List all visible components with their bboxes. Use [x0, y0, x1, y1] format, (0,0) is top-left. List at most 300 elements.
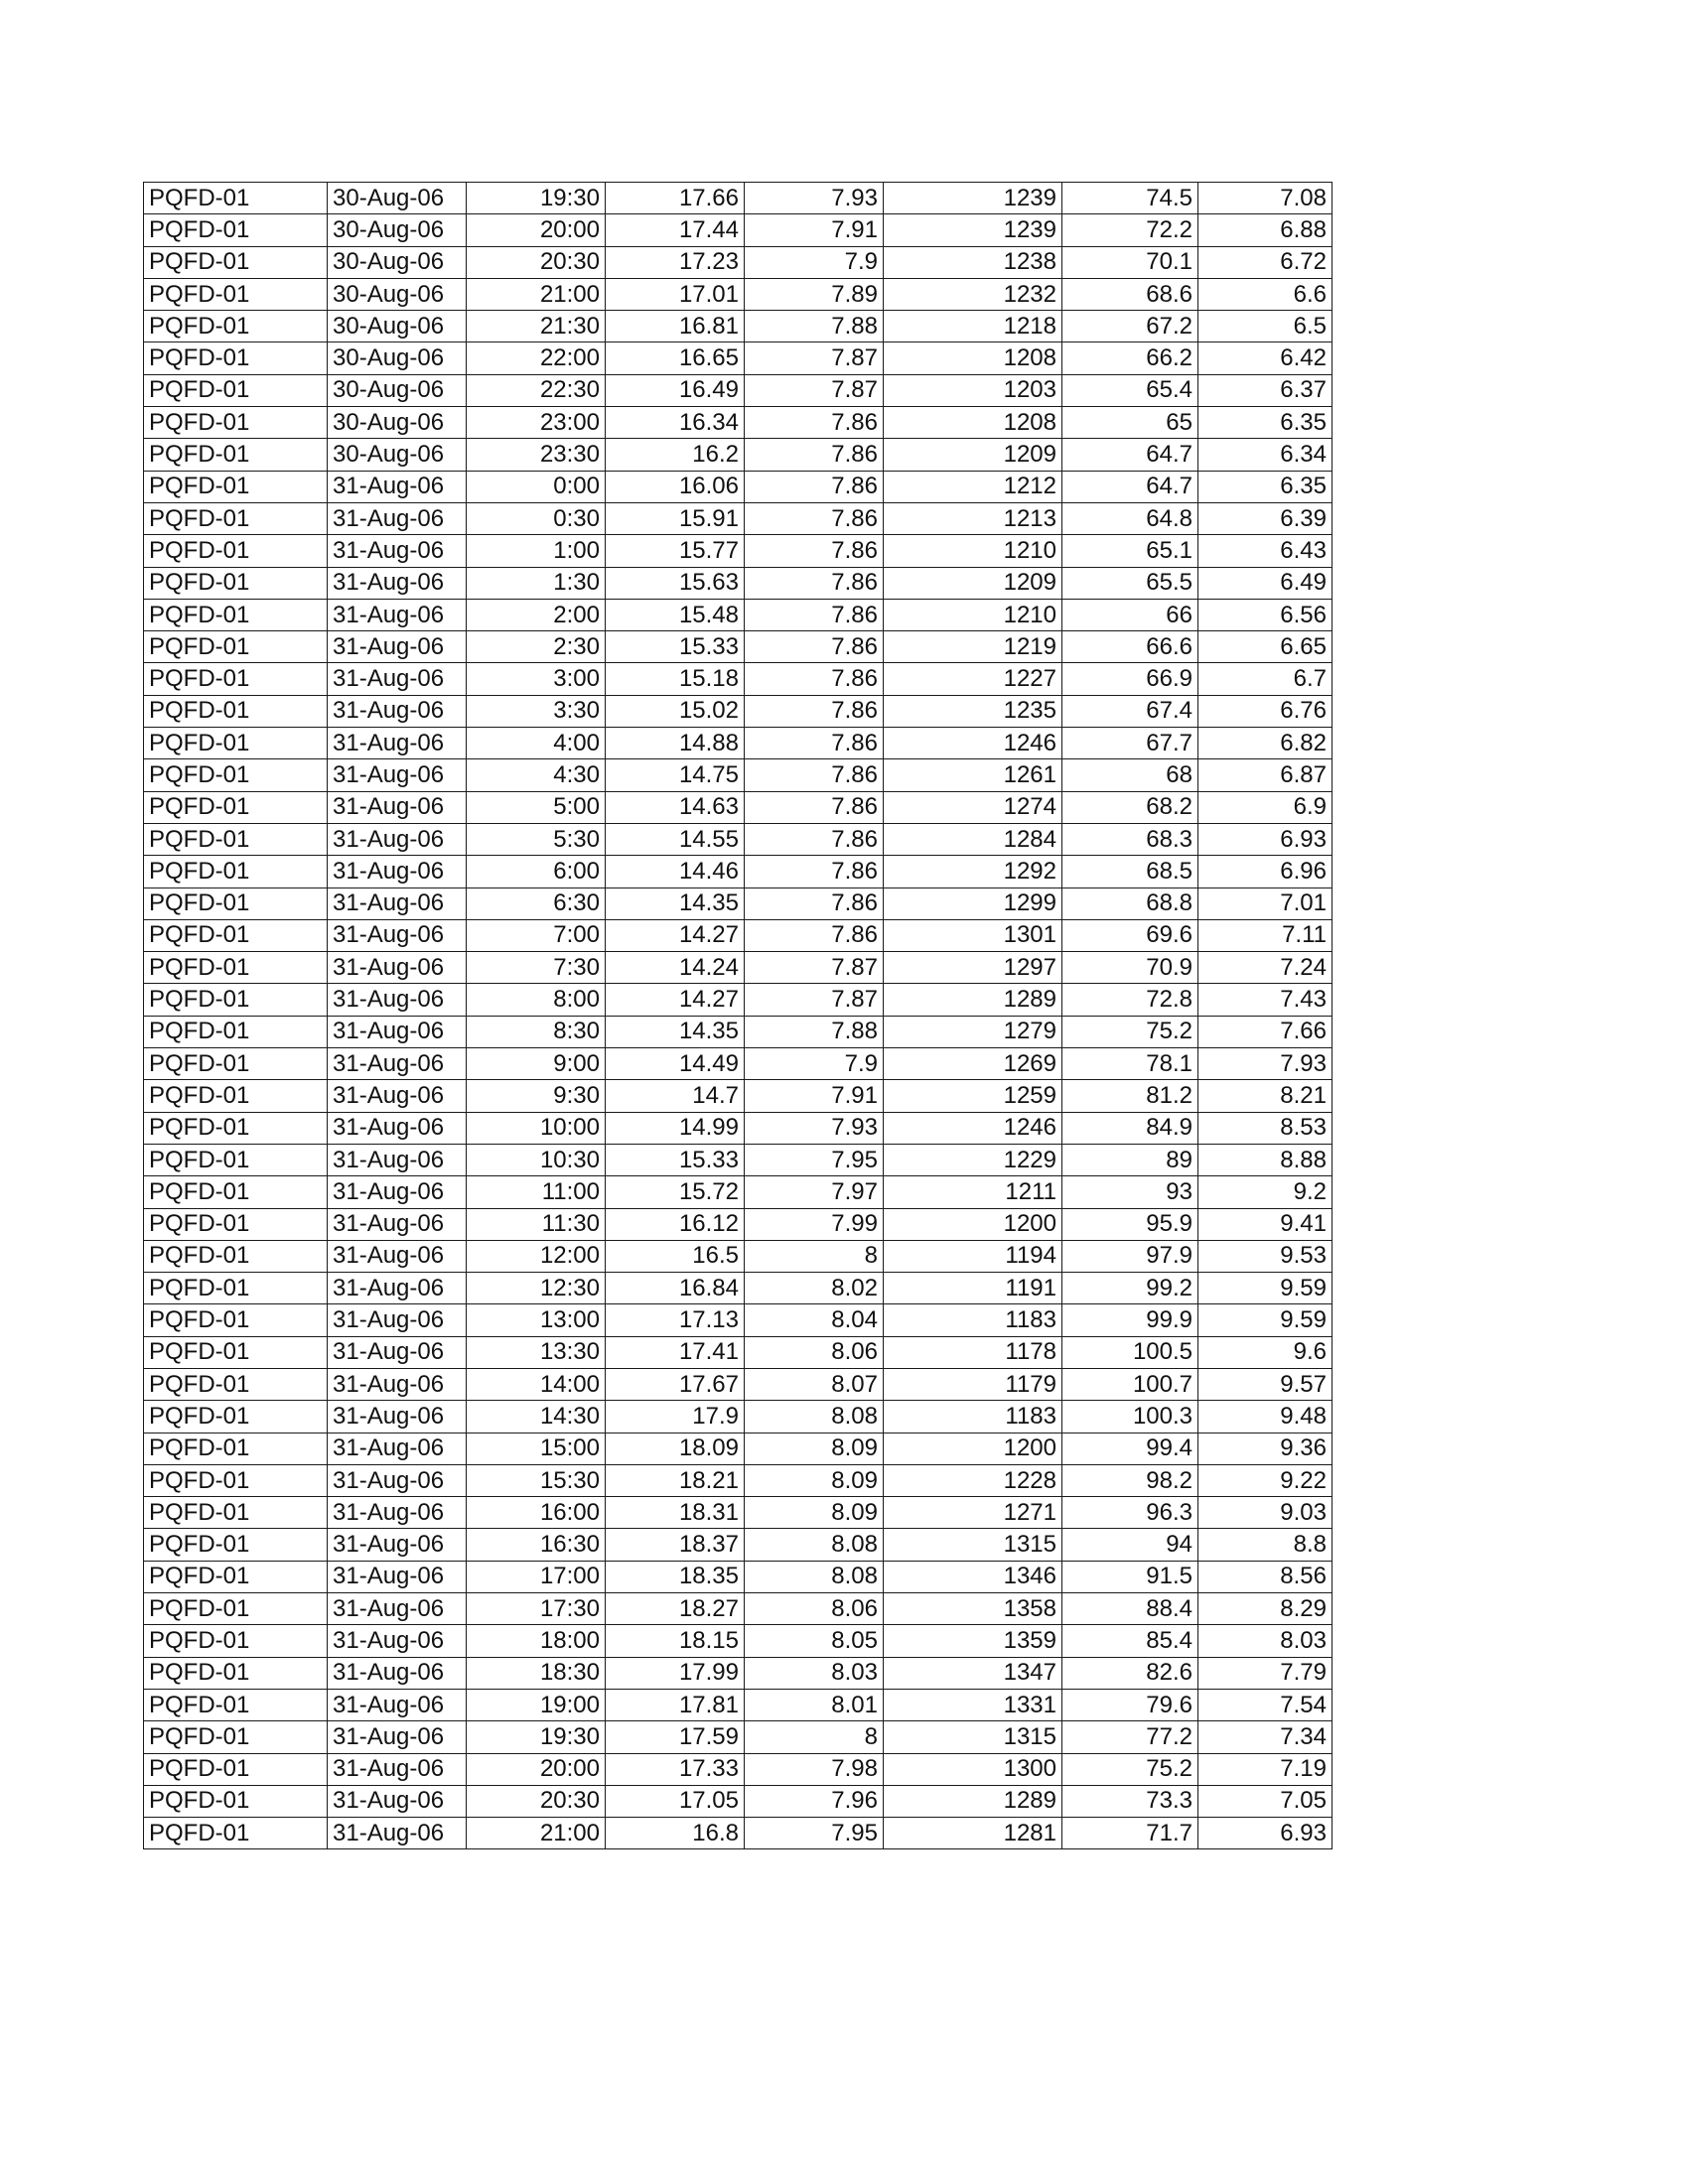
value-5-cell: 6.87 [1198, 759, 1333, 791]
value-2-cell: 7.99 [745, 1208, 884, 1240]
table-row [144, 1753, 1333, 1785]
value-4-cell: 72.2 [1062, 214, 1198, 246]
value-1-cell: 15.77 [606, 535, 745, 567]
value-4-cell: 75.2 [1062, 1016, 1198, 1047]
table-row [144, 1785, 1333, 1817]
value-1-cell: 17.59 [606, 1721, 745, 1753]
value-1-cell: 17.05 [606, 1785, 745, 1817]
date-cell: 31-Aug-06 [328, 1368, 467, 1400]
date-cell: 31-Aug-06 [328, 535, 467, 567]
value-3-cell: 1194 [884, 1240, 1062, 1272]
value-5-cell: 6.72 [1198, 246, 1333, 278]
value-1-cell: 15.63 [606, 567, 745, 599]
time-cell: 2:00 [467, 599, 606, 630]
station-id-cell: PQFD-01 [144, 407, 328, 439]
value-3-cell: 1178 [884, 1336, 1062, 1368]
value-1-cell: 16.5 [606, 1240, 745, 1272]
table-row [144, 1112, 1333, 1144]
value-2-cell: 8.08 [745, 1529, 884, 1561]
value-3-cell: 1219 [884, 631, 1062, 663]
station-id-cell: PQFD-01 [144, 1240, 328, 1272]
time-cell: 15:30 [467, 1464, 606, 1496]
table-row [144, 1689, 1333, 1720]
station-id-cell: PQFD-01 [144, 439, 328, 471]
value-1-cell: 18.21 [606, 1464, 745, 1496]
table-row [144, 1240, 1333, 1272]
date-cell: 30-Aug-06 [328, 214, 467, 246]
value-1-cell: 16.06 [606, 471, 745, 502]
value-2-cell: 7.87 [745, 374, 884, 406]
time-cell: 5:30 [467, 823, 606, 855]
value-3-cell: 1297 [884, 952, 1062, 984]
table-row [144, 1433, 1333, 1464]
date-cell: 30-Aug-06 [328, 407, 467, 439]
value-5-cell: 7.08 [1198, 183, 1333, 214]
table-row [144, 1721, 1333, 1753]
value-4-cell: 85.4 [1062, 1625, 1198, 1657]
date-cell: 30-Aug-06 [328, 374, 467, 406]
value-1-cell: 14.63 [606, 791, 745, 823]
value-5-cell: 9.48 [1198, 1401, 1333, 1433]
value-2-cell: 7.86 [745, 439, 884, 471]
value-4-cell: 69.6 [1062, 919, 1198, 951]
value-2-cell: 7.86 [745, 599, 884, 630]
station-id-cell: PQFD-01 [144, 471, 328, 502]
value-1-cell: 17.44 [606, 214, 745, 246]
value-1-cell: 14.55 [606, 823, 745, 855]
value-3-cell: 1183 [884, 1304, 1062, 1336]
value-3-cell: 1239 [884, 214, 1062, 246]
value-3-cell: 1284 [884, 823, 1062, 855]
value-2-cell: 7.9 [745, 1048, 884, 1080]
value-3-cell: 1259 [884, 1080, 1062, 1112]
value-5-cell: 6.35 [1198, 407, 1333, 439]
value-4-cell: 67.4 [1062, 695, 1198, 727]
value-4-cell: 68.3 [1062, 823, 1198, 855]
value-5-cell: 6.56 [1198, 599, 1333, 630]
value-4-cell: 66 [1062, 599, 1198, 630]
date-cell: 31-Aug-06 [328, 631, 467, 663]
value-1-cell: 17.41 [606, 1336, 745, 1368]
value-3-cell: 1289 [884, 1785, 1062, 1817]
value-5-cell: 8.53 [1198, 1112, 1333, 1144]
value-2-cell: 7.86 [745, 663, 884, 695]
station-id-cell: PQFD-01 [144, 183, 328, 214]
table-row [144, 1625, 1333, 1657]
value-1-cell: 14.75 [606, 759, 745, 791]
date-cell: 31-Aug-06 [328, 1336, 467, 1368]
value-3-cell: 1246 [884, 728, 1062, 759]
value-5-cell: 7.05 [1198, 1785, 1333, 1817]
time-cell: 21:30 [467, 311, 606, 342]
value-1-cell: 15.91 [606, 502, 745, 534]
value-4-cell: 74.5 [1062, 183, 1198, 214]
time-cell: 2:30 [467, 631, 606, 663]
time-cell: 4:00 [467, 728, 606, 759]
value-4-cell: 72.8 [1062, 984, 1198, 1016]
value-5-cell: 6.42 [1198, 342, 1333, 374]
value-2-cell: 7.86 [745, 823, 884, 855]
time-cell: 16:00 [467, 1497, 606, 1529]
station-id-cell: PQFD-01 [144, 535, 328, 567]
value-2-cell: 7.86 [745, 856, 884, 887]
value-1-cell: 16.65 [606, 342, 745, 374]
time-cell: 15:00 [467, 1433, 606, 1464]
date-cell: 30-Aug-06 [328, 183, 467, 214]
value-4-cell: 70.1 [1062, 246, 1198, 278]
table-row [144, 1464, 1333, 1496]
time-cell: 17:30 [467, 1593, 606, 1625]
value-2-cell: 7.86 [745, 695, 884, 727]
value-2-cell: 7.86 [745, 728, 884, 759]
value-2-cell: 8.06 [745, 1593, 884, 1625]
value-5-cell: 6.34 [1198, 439, 1333, 471]
value-2-cell: 7.87 [745, 984, 884, 1016]
time-cell: 8:30 [467, 1016, 606, 1047]
value-1-cell: 16.84 [606, 1273, 745, 1304]
date-cell: 31-Aug-06 [328, 1753, 467, 1785]
time-cell: 8:00 [467, 984, 606, 1016]
table-row [144, 1336, 1333, 1368]
value-1-cell: 15.72 [606, 1176, 745, 1208]
date-cell: 31-Aug-06 [328, 791, 467, 823]
value-4-cell: 68 [1062, 759, 1198, 791]
station-id-cell: PQFD-01 [144, 1080, 328, 1112]
data-table [143, 182, 1333, 1849]
value-4-cell: 64.7 [1062, 471, 1198, 502]
time-cell: 21:00 [467, 1818, 606, 1849]
value-5-cell: 7.93 [1198, 1048, 1333, 1080]
table-row [144, 631, 1333, 663]
station-id-cell: PQFD-01 [144, 1208, 328, 1240]
table-row [144, 1273, 1333, 1304]
time-cell: 9:30 [467, 1080, 606, 1112]
table-row [144, 1208, 1333, 1240]
date-cell: 31-Aug-06 [328, 1080, 467, 1112]
value-4-cell: 68.5 [1062, 856, 1198, 887]
time-cell: 12:30 [467, 1273, 606, 1304]
value-2-cell: 7.96 [745, 1785, 884, 1817]
date-cell: 31-Aug-06 [328, 1529, 467, 1561]
value-2-cell: 7.95 [745, 1144, 884, 1175]
value-4-cell: 82.6 [1062, 1657, 1198, 1689]
value-1-cell: 14.27 [606, 919, 745, 951]
time-cell: 3:00 [467, 663, 606, 695]
date-cell: 31-Aug-06 [328, 1721, 467, 1753]
value-3-cell: 1232 [884, 278, 1062, 310]
value-1-cell: 14.88 [606, 728, 745, 759]
time-cell: 14:00 [467, 1368, 606, 1400]
table-row [144, 1818, 1333, 1849]
table-row [144, 439, 1333, 471]
time-cell: 10:30 [467, 1144, 606, 1175]
value-2-cell: 8.01 [745, 1689, 884, 1720]
value-2-cell: 7.9 [745, 246, 884, 278]
value-3-cell: 1183 [884, 1401, 1062, 1433]
time-cell: 20:00 [467, 214, 606, 246]
date-cell: 31-Aug-06 [328, 599, 467, 630]
value-1-cell: 18.09 [606, 1433, 745, 1464]
time-cell: 23:00 [467, 407, 606, 439]
value-5-cell: 6.93 [1198, 823, 1333, 855]
value-1-cell: 14.27 [606, 984, 745, 1016]
value-4-cell: 68.2 [1062, 791, 1198, 823]
value-4-cell: 66.9 [1062, 663, 1198, 695]
value-3-cell: 1274 [884, 791, 1062, 823]
table-row [144, 919, 1333, 951]
value-3-cell: 1191 [884, 1273, 1062, 1304]
table-row [144, 1401, 1333, 1433]
value-1-cell: 15.48 [606, 599, 745, 630]
value-3-cell: 1292 [884, 856, 1062, 887]
station-id-cell: PQFD-01 [144, 984, 328, 1016]
value-3-cell: 1211 [884, 1176, 1062, 1208]
date-cell: 31-Aug-06 [328, 1497, 467, 1529]
value-4-cell: 91.5 [1062, 1561, 1198, 1592]
time-cell: 13:30 [467, 1336, 606, 1368]
table-row [144, 952, 1333, 984]
time-cell: 1:00 [467, 535, 606, 567]
value-4-cell: 100.7 [1062, 1368, 1198, 1400]
table-row [144, 502, 1333, 534]
time-cell: 14:30 [467, 1401, 606, 1433]
date-cell: 30-Aug-06 [328, 246, 467, 278]
value-4-cell: 97.9 [1062, 1240, 1198, 1272]
value-2-cell: 8.05 [745, 1625, 884, 1657]
value-5-cell: 9.22 [1198, 1464, 1333, 1496]
value-4-cell: 65.5 [1062, 567, 1198, 599]
station-id-cell: PQFD-01 [144, 1016, 328, 1047]
time-cell: 19:30 [467, 1721, 606, 1753]
value-4-cell: 99.4 [1062, 1433, 1198, 1464]
value-1-cell: 14.7 [606, 1080, 745, 1112]
station-id-cell: PQFD-01 [144, 278, 328, 310]
value-1-cell: 16.12 [606, 1208, 745, 1240]
table-row [144, 984, 1333, 1016]
value-2-cell: 7.86 [745, 791, 884, 823]
station-id-cell: PQFD-01 [144, 952, 328, 984]
time-cell: 22:30 [467, 374, 606, 406]
value-1-cell: 16.81 [606, 311, 745, 342]
value-4-cell: 81.2 [1062, 1080, 1198, 1112]
value-4-cell: 66.2 [1062, 342, 1198, 374]
station-id-cell: PQFD-01 [144, 631, 328, 663]
table-row [144, 1048, 1333, 1080]
value-3-cell: 1203 [884, 374, 1062, 406]
value-4-cell: 93 [1062, 1176, 1198, 1208]
value-1-cell: 18.31 [606, 1497, 745, 1529]
value-3-cell: 1269 [884, 1048, 1062, 1080]
value-4-cell: 75.2 [1062, 1753, 1198, 1785]
time-cell: 18:30 [467, 1657, 606, 1689]
value-1-cell: 16.49 [606, 374, 745, 406]
value-4-cell: 96.3 [1062, 1497, 1198, 1529]
value-2-cell: 7.86 [745, 502, 884, 534]
value-5-cell: 8.88 [1198, 1144, 1333, 1175]
value-1-cell: 17.67 [606, 1368, 745, 1400]
value-4-cell: 65.4 [1062, 374, 1198, 406]
date-cell: 31-Aug-06 [328, 887, 467, 919]
value-5-cell: 8.21 [1198, 1080, 1333, 1112]
value-4-cell: 64.7 [1062, 439, 1198, 471]
value-3-cell: 1210 [884, 599, 1062, 630]
station-id-cell: PQFD-01 [144, 919, 328, 951]
time-cell: 20:30 [467, 246, 606, 278]
station-id-cell: PQFD-01 [144, 887, 328, 919]
table-row [144, 1080, 1333, 1112]
time-cell: 7:00 [467, 919, 606, 951]
station-id-cell: PQFD-01 [144, 1625, 328, 1657]
value-5-cell: 9.57 [1198, 1368, 1333, 1400]
value-5-cell: 8.8 [1198, 1529, 1333, 1561]
table-row [144, 1529, 1333, 1561]
value-3-cell: 1346 [884, 1561, 1062, 1592]
table-row [144, 1368, 1333, 1400]
value-5-cell: 7.79 [1198, 1657, 1333, 1689]
table-row [144, 246, 1333, 278]
time-cell: 17:00 [467, 1561, 606, 1592]
date-cell: 31-Aug-06 [328, 1304, 467, 1336]
value-1-cell: 17.99 [606, 1657, 745, 1689]
date-cell: 30-Aug-06 [328, 311, 467, 342]
station-id-cell: PQFD-01 [144, 1657, 328, 1689]
time-cell: 7:30 [467, 952, 606, 984]
value-2-cell: 8.08 [745, 1561, 884, 1592]
table-row [144, 407, 1333, 439]
value-2-cell: 7.86 [745, 535, 884, 567]
time-cell: 11:30 [467, 1208, 606, 1240]
table-row [144, 278, 1333, 310]
value-4-cell: 89 [1062, 1144, 1198, 1175]
value-5-cell: 7.54 [1198, 1689, 1333, 1720]
value-4-cell: 99.2 [1062, 1273, 1198, 1304]
station-id-cell: PQFD-01 [144, 1785, 328, 1817]
value-1-cell: 17.23 [606, 246, 745, 278]
value-1-cell: 18.37 [606, 1529, 745, 1561]
value-5-cell: 7.43 [1198, 984, 1333, 1016]
value-5-cell: 6.96 [1198, 856, 1333, 887]
station-id-cell: PQFD-01 [144, 342, 328, 374]
table-row [144, 856, 1333, 887]
value-5-cell: 6.43 [1198, 535, 1333, 567]
value-3-cell: 1209 [884, 567, 1062, 599]
value-5-cell: 9.2 [1198, 1176, 1333, 1208]
value-2-cell: 7.86 [745, 887, 884, 919]
station-id-cell: PQFD-01 [144, 502, 328, 534]
table-row [144, 728, 1333, 759]
station-id-cell: PQFD-01 [144, 374, 328, 406]
date-cell: 31-Aug-06 [328, 1240, 467, 1272]
value-4-cell: 88.4 [1062, 1593, 1198, 1625]
date-cell: 31-Aug-06 [328, 567, 467, 599]
table-row [144, 887, 1333, 919]
value-2-cell: 8.09 [745, 1497, 884, 1529]
table-row [144, 1593, 1333, 1625]
value-4-cell: 71.7 [1062, 1818, 1198, 1849]
station-id-cell: PQFD-01 [144, 663, 328, 695]
value-5-cell: 6.35 [1198, 471, 1333, 502]
value-1-cell: 14.35 [606, 887, 745, 919]
value-1-cell: 15.33 [606, 1144, 745, 1175]
station-id-cell: PQFD-01 [144, 567, 328, 599]
station-id-cell: PQFD-01 [144, 1273, 328, 1304]
value-4-cell: 79.6 [1062, 1689, 1198, 1720]
station-id-cell: PQFD-01 [144, 1593, 328, 1625]
value-2-cell: 7.98 [745, 1753, 884, 1785]
value-5-cell: 6.39 [1198, 502, 1333, 534]
value-2-cell: 7.88 [745, 1016, 884, 1047]
station-id-cell: PQFD-01 [144, 856, 328, 887]
station-id-cell: PQFD-01 [144, 1529, 328, 1561]
station-id-cell: PQFD-01 [144, 311, 328, 342]
table-row [144, 791, 1333, 823]
value-1-cell: 16.2 [606, 439, 745, 471]
table-row [144, 1176, 1333, 1208]
table-row [144, 567, 1333, 599]
time-cell: 6:30 [467, 887, 606, 919]
station-id-cell: PQFD-01 [144, 759, 328, 791]
value-2-cell: 8.06 [745, 1336, 884, 1368]
time-cell: 12:00 [467, 1240, 606, 1272]
value-3-cell: 1218 [884, 311, 1062, 342]
time-cell: 20:30 [467, 1785, 606, 1817]
table-row [144, 823, 1333, 855]
value-3-cell: 1289 [884, 984, 1062, 1016]
table-row [144, 695, 1333, 727]
time-cell: 4:30 [467, 759, 606, 791]
value-5-cell: 7.11 [1198, 919, 1333, 951]
value-3-cell: 1213 [884, 502, 1062, 534]
value-1-cell: 17.81 [606, 1689, 745, 1720]
value-5-cell: 7.01 [1198, 887, 1333, 919]
value-3-cell: 1210 [884, 535, 1062, 567]
table-row [144, 759, 1333, 791]
value-1-cell: 16.34 [606, 407, 745, 439]
value-2-cell: 7.91 [745, 1080, 884, 1112]
value-3-cell: 1246 [884, 1112, 1062, 1144]
value-5-cell: 6.49 [1198, 567, 1333, 599]
date-cell: 31-Aug-06 [328, 1112, 467, 1144]
station-id-cell: PQFD-01 [144, 1401, 328, 1433]
value-5-cell: 6.93 [1198, 1818, 1333, 1849]
value-4-cell: 73.3 [1062, 1785, 1198, 1817]
value-1-cell: 18.15 [606, 1625, 745, 1657]
date-cell: 31-Aug-06 [328, 1273, 467, 1304]
value-3-cell: 1358 [884, 1593, 1062, 1625]
value-5-cell: 6.6 [1198, 278, 1333, 310]
station-id-cell: PQFD-01 [144, 1112, 328, 1144]
date-cell: 31-Aug-06 [328, 471, 467, 502]
value-5-cell: 9.6 [1198, 1336, 1333, 1368]
table-row [144, 1561, 1333, 1592]
value-3-cell: 1209 [884, 439, 1062, 471]
value-3-cell: 1200 [884, 1433, 1062, 1464]
date-cell: 31-Aug-06 [328, 728, 467, 759]
value-3-cell: 1279 [884, 1016, 1062, 1047]
value-2-cell: 7.86 [745, 759, 884, 791]
time-cell: 6:00 [467, 856, 606, 887]
station-id-cell: PQFD-01 [144, 1048, 328, 1080]
value-2-cell: 7.87 [745, 952, 884, 984]
date-cell: 31-Aug-06 [328, 1785, 467, 1817]
date-cell: 30-Aug-06 [328, 342, 467, 374]
value-3-cell: 1271 [884, 1497, 1062, 1529]
date-cell: 31-Aug-06 [328, 984, 467, 1016]
date-cell: 31-Aug-06 [328, 1464, 467, 1496]
station-id-cell: PQFD-01 [144, 1433, 328, 1464]
value-5-cell: 6.37 [1198, 374, 1333, 406]
value-5-cell: 6.82 [1198, 728, 1333, 759]
